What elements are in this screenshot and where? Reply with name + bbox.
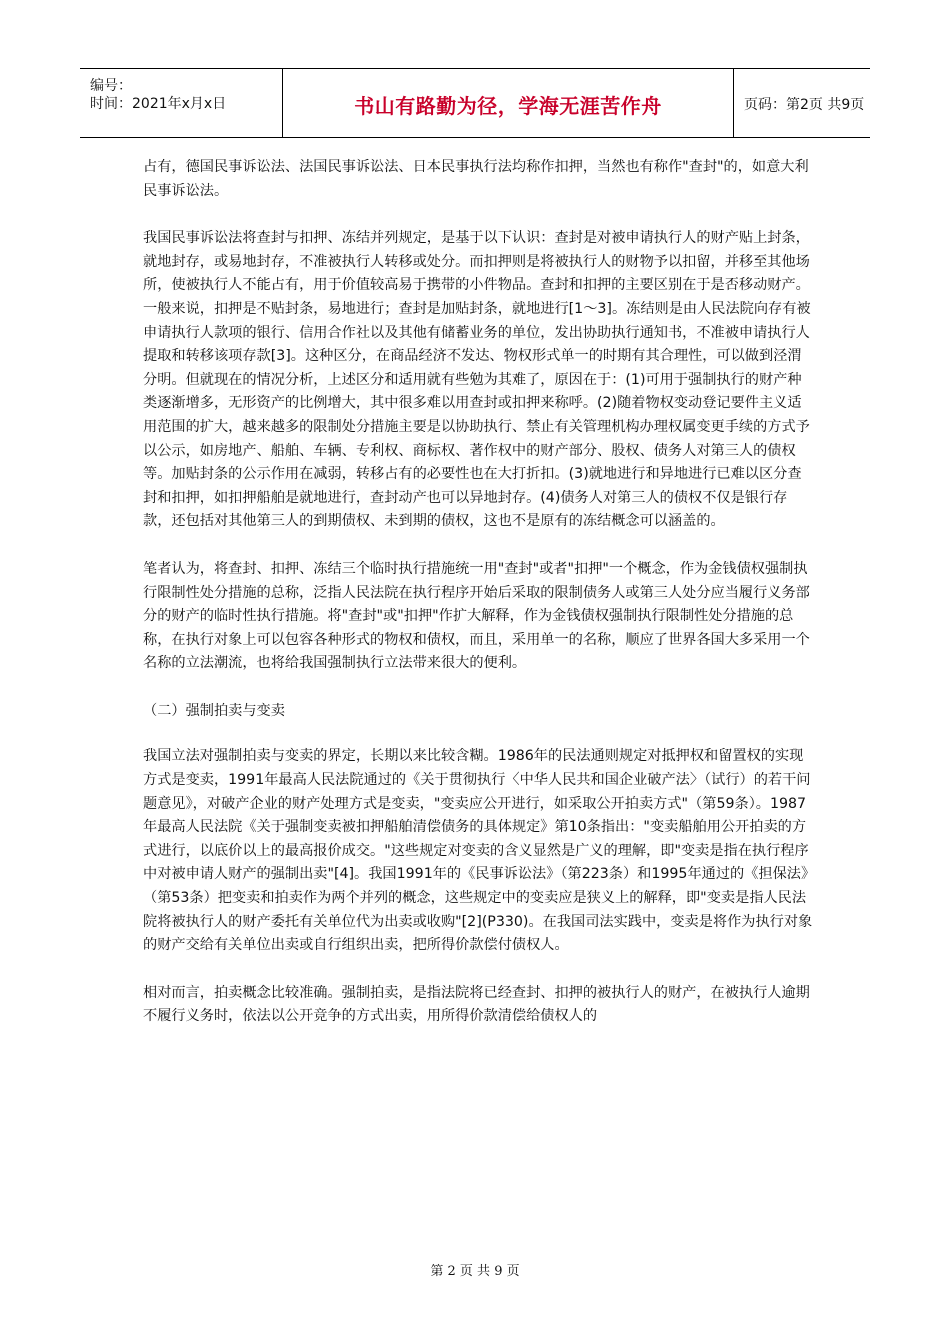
header-motto: 书山有路勤为径，学海无涯苦作舟	[354, 94, 662, 118]
paragraph: 我国民事诉讼法将查封与扣押、冻结并列规定，是基于以下认识：查封是对被申请执行人的财产贴上封条，就地封存，或易地封存，不准被执行人转移或处分。而扣押则是将被执行人的财物予以扣留，并移至其他场所，使被执行人不能占有，用于价值较高易于携带的小件物品。查封和扣押的主要区别在于是否移动财产。一般来说，扣押是不贴封条，易地进行；查封是加贴封条，就地进行[1～3]。冻结则是由人民法院向存有被申请执行人款项的银行、信用合作社以及其他有储蓄业务的单位，发出协助执行通知书，不准被申请执行人提取和转移该项存款[3]。这种区分，在商品经济不发达、物权形式单一的时期有其合理性，可以做到泾渭分明。但就现在的情况分析，上述区分和适用就有些勉为其难了，原因在于：(1)可用于强制执行的财产种类逐渐增多，无形资产的比例增大，其中很多难以用查封或扣押来称呼。(2)随着物权变动登记要件主义适用范围的扩大，越来越多的限制处分措施主要是以协助执行、禁止有关管理机构办理权属变更手续的方式予以公示，如房地产、船舶、车辆、专利权、商标权、著作权中的财产部分、股权、债务人对第三人的债权等。加贴封条的公示作用在减弱，转移占有的必要性也在大打折扣。(3)就地进行和异地进行已难以区分查封和扣押，如扣押船舶是就地进行，查封动产也可以异地封存。(4)债务人对第三人的债权不仅是银行存款，还包括对其他第三人的到期债权、未到期的债权，这也不是原有的冻结概念可以涵盖的。	[143, 230, 811, 530]
paragraph: 占有，德国民事诉讼法、法国民事诉讼法、日本民事执行法均称作扣押，当然也有称作"查封"的，如意大利民事诉讼法。	[143, 159, 809, 199]
code-label: 编号：	[90, 78, 132, 94]
document-body	[143, 156, 813, 1053]
paragraph: 笔者认为，将查封、扣押、冻结三个临时执行措施统一用"查封"或者"扣押"一个概念，作为金钱债权强制执行限制性处分措施的总称，泛指人民法院在执行程序开始后采取的限制债务人或第三人处分应当履行义务部分的财产的临时性执行措施。将"查封"或"扣押"作扩大解释，作为金钱债权强制执行限制性处分措施的总称，在执行对象上可以包容各种形式的物权和债权，而且，采用单一的名称，顺应了世界各国大多采用一个名称的立法潮流，也将给我国强制执行立法带来很大的便利。	[143, 560, 810, 672]
page-header	[80, 68, 870, 138]
page-footer: 第 2 页 共 9 页	[430, 1264, 520, 1279]
time-label: 时间：2021年x月x日	[90, 96, 227, 112]
paragraph: 我国立法对强制拍卖与变卖的界定，长期以来比较含糊。1986年的民法通则规定对抵押权和留置权的实现方式是变卖，1991年最高人民法院通过的《关于贯彻执行〈中华人民共和国企业破产法〉（试行）的若干问题意见》，对破产企业的财产处理方式是变卖，"变卖应公开进行，如采取公开拍卖方式"（第59条）。1987年最高人民法院《关于强制变卖被扣押船舶清偿债务的具体规定》第10条指出："变卖船舶用公开拍卖的方式进行，以底价以上的最高报价成交。"这些规定对变卖的含义显然是广义的理解，即"变卖是指在执行程序中对被申请人财产的强制出卖"[4]。我国1991年的《民事诉讼法》（第223条）和1995年通过的《担保法》（第53条）把变卖和拍卖作为两个并列的概念，这些规定中的变卖应是狭义上的解释，即"变卖是指人民法院将被执行人的财产委托有关单位代为出卖或收购"[2](P330)。在我国司法实践中，变卖是将作为执行对象的财产交给有关单位出卖或自行组织出卖，把所得价款偿付债权人。	[143, 748, 813, 954]
paragraph: 相对而言，拍卖概念比较准确。强制拍卖，是指法院将已经查封、扣押的被执行人的财产，在被执行人逾期不履行义务时，依法以公开竞争的方式出卖，用所得价款清偿给债权人的	[143, 984, 810, 1025]
header-motto-cell	[282, 69, 734, 137]
page-label: 页码：第2页 共9页	[744, 97, 865, 113]
header-page-cell	[734, 69, 870, 137]
header-meta-cell	[80, 69, 282, 137]
section-heading: （二）强制拍卖与变卖	[143, 702, 285, 719]
